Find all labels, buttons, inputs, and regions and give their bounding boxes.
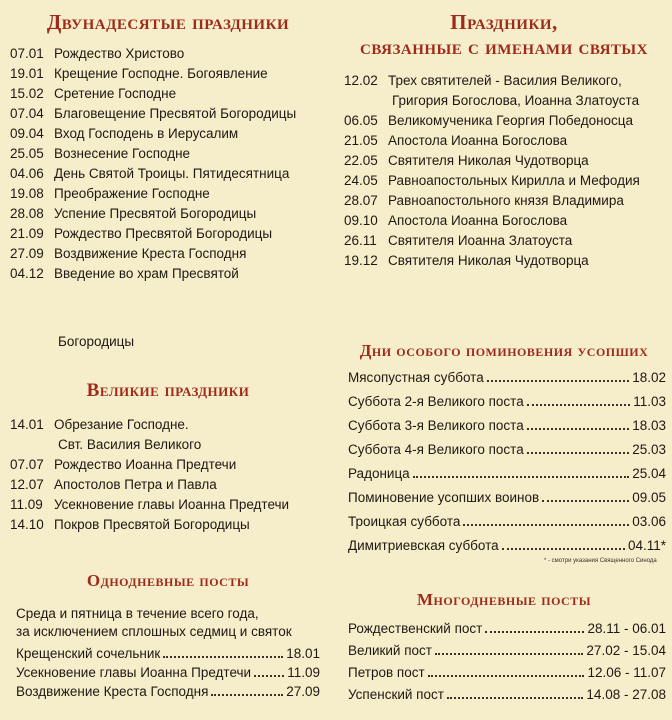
oneday-line2: за исключением сплошных седмиц и святок (16, 624, 292, 639)
dotted-row (348, 618, 666, 640)
saints-list (336, 71, 672, 271)
item-name: Апостола Иоанна Богослова (388, 213, 568, 228)
list-item (344, 171, 672, 191)
dot-leader (447, 685, 583, 699)
list-item (344, 111, 672, 131)
dotted-row (16, 663, 320, 682)
dot-leader (413, 464, 630, 478)
dotted-row (348, 462, 666, 486)
saints-title-line2: связанные с именами святых (360, 35, 648, 59)
dot-leader (527, 392, 630, 406)
continuation-text: Свт. Василия Великого (58, 437, 202, 452)
item-name: Трех святителей - Василия Великого, (388, 73, 622, 88)
multiday-fasts-list (348, 618, 666, 706)
item-name: Святителя Иоанна Златоуста (388, 233, 573, 248)
row-value: 27.09 (286, 684, 320, 699)
list-item (10, 184, 346, 204)
saints-title-line1: Праздники, (450, 10, 558, 34)
dot-leader (542, 488, 629, 502)
item-date: 07.01 (10, 46, 44, 61)
row-label: Петров пост (348, 665, 425, 680)
item-name: Рождество Пресвятой Богородицы (54, 226, 273, 241)
list-item (10, 495, 346, 515)
item-name: Равноапостольных Кирилла и Мефодия (388, 173, 640, 188)
dot-leader (463, 512, 629, 526)
item-name: Святителя Николая Чудотворца (388, 253, 589, 268)
dot-leader (428, 663, 585, 677)
oneday-line1: Среда и пятница в течение всего года, (16, 606, 259, 621)
row-value: 09.05 (632, 490, 666, 505)
row-value: 18.03 (632, 418, 666, 433)
dot-leader (502, 536, 625, 550)
dotted-row (348, 662, 666, 684)
list-item (10, 475, 346, 495)
item-date: 26.11 (344, 233, 377, 248)
list-item (10, 44, 346, 64)
item-name: Введение во храм Пресвятой (54, 266, 239, 281)
memorial-title: Дни особого поминовения усопших (359, 341, 649, 360)
oneday-fasts-list (16, 644, 320, 701)
list-item (344, 71, 672, 91)
dot-leader (254, 663, 284, 677)
dotted-row (348, 438, 666, 462)
row-label: Усекновение главы Иоанна Предтечи (16, 665, 252, 680)
row-value: 14.08 - 27.08 (586, 687, 666, 702)
row-label: Суббота 4-я Великого поста (348, 442, 524, 457)
list-item (10, 515, 346, 535)
list-item (344, 151, 672, 171)
dotted-row (348, 390, 666, 414)
row-label: Суббота 2-я Великого поста (348, 394, 524, 409)
dot-leader (435, 641, 583, 655)
item-name: Покров Пресвятой Богородицы (54, 517, 250, 532)
list-item (10, 84, 346, 104)
item-date: 09.04 (10, 126, 44, 141)
row-value: 27.02 - 15.04 (586, 643, 666, 658)
item-date: 21.09 (10, 226, 44, 241)
row-value: 04.11* (627, 538, 666, 553)
oneday-description (16, 605, 292, 641)
list-item (10, 455, 346, 475)
great-feasts-title: Великие праздники (86, 380, 250, 401)
row-value: 25.04 (632, 466, 666, 481)
multiday-fasts-title: Многодневные посты (416, 590, 592, 609)
list-item (344, 231, 672, 251)
item-date: 06.05 (344, 113, 378, 128)
list-item-continuation (344, 91, 672, 111)
dot-leader (163, 644, 283, 658)
item-date: 07.07 (10, 457, 44, 472)
list-item (10, 124, 346, 144)
item-name: Усекновение главы Иоанна Предтечи (54, 497, 290, 512)
list-item (10, 164, 346, 184)
list-item (10, 244, 346, 264)
item-date: 04.06 (10, 166, 44, 181)
item-date: 22.05 (344, 153, 378, 168)
item-name: Рождество Иоанна Предтечи (54, 457, 237, 472)
list-item (344, 191, 672, 211)
row-value: 18.02 (632, 370, 666, 385)
list-item (10, 264, 346, 284)
row-value: 11.03 (633, 394, 666, 409)
item-date: 19.12 (344, 253, 378, 268)
item-date: 15.02 (10, 86, 44, 101)
list-item (344, 211, 672, 231)
list-item (10, 204, 346, 224)
continuation-text: Богородицы (58, 334, 135, 349)
item-date: 24.05 (344, 173, 378, 188)
row-label: Троицкая суббота (348, 514, 461, 529)
great-feasts-list (0, 415, 346, 535)
item-date: 19.01 (10, 66, 44, 81)
dot-leader (527, 416, 629, 430)
memorial-footnote: * - смотри указания Священного Синода (544, 558, 657, 564)
list-item (10, 144, 346, 164)
dotted-row (16, 644, 320, 663)
list-item (10, 64, 346, 84)
item-name: Сретение Господне (54, 86, 177, 101)
item-name: Великомученика Георгия Победоносца (388, 113, 634, 128)
continuation-text: Григория Богослова, Иоанна Златоуста (392, 93, 640, 108)
item-name: Святителя Николая Чудотворца (388, 153, 589, 168)
item-name: Преображение Господне (54, 186, 210, 201)
item-date: 12.02 (344, 73, 378, 88)
item-date: 12.07 (10, 477, 44, 492)
row-label: Суббота 3-я Великого поста (348, 418, 524, 433)
item-date: 27.09 (10, 246, 44, 261)
item-name: Рождество Христово (54, 46, 185, 61)
oneday-fasts-title: Однодневные посты (86, 571, 250, 590)
item-date: 09.10 (344, 213, 378, 228)
item-name: Равноапостольного князя Владимира (388, 193, 624, 208)
item-date: 28.07 (344, 193, 378, 208)
dotted-row (348, 684, 666, 706)
item-date: 14.10 (10, 517, 44, 532)
list-item (344, 131, 672, 151)
row-label: Рождественский пост (348, 621, 483, 636)
item-name: Апостола Иоанна Богослова (388, 133, 568, 148)
dot-leader (487, 368, 630, 382)
twelve-feasts-title: Двунадесятые праздники (46, 10, 290, 34)
item-date: 19.08 (10, 186, 44, 201)
row-value: 18.01 (286, 646, 320, 661)
item-name: Успение Пресвятой Богородицы (54, 206, 257, 221)
row-value: 28.11 - 06.01 (587, 621, 666, 636)
list-item-continuation (10, 435, 346, 455)
row-label: Крещенский сочельник (16, 646, 161, 661)
dotted-row (348, 366, 666, 390)
row-value: 25.03 (632, 442, 666, 457)
dot-leader (485, 619, 584, 633)
list-item (10, 224, 346, 244)
item-name: Вознесение Господне (54, 146, 191, 161)
item-date: 14.01 (10, 417, 44, 432)
list-item (10, 415, 346, 435)
item-name: Вход Господень в Иерусалим (54, 126, 239, 141)
row-value: 12.06 - 11.07 (587, 665, 666, 680)
dotted-row (348, 534, 666, 558)
dotted-row (348, 486, 666, 510)
row-label: Димитриевская суббота (348, 538, 499, 553)
row-value: 11.09 (287, 665, 320, 680)
row-value: 03.06 (632, 514, 666, 529)
row-label: Мясопустная суббота (348, 370, 484, 385)
dot-leader (527, 440, 629, 454)
dotted-row (348, 510, 666, 534)
dotted-row (348, 414, 666, 438)
list-item (10, 104, 346, 124)
item-date: 07.04 (10, 106, 44, 121)
item-name: Обрезание Господне. (54, 417, 189, 432)
memorial-list (348, 366, 666, 558)
twelve-feasts-continuation (10, 332, 134, 352)
twelve-feasts-list (0, 44, 346, 284)
item-date: 25.05 (10, 146, 44, 161)
item-date: 11.09 (10, 497, 43, 512)
dot-leader (211, 682, 283, 696)
row-label: Великий пост (348, 643, 432, 658)
item-name: Благовещение Пресвятой Богородицы (54, 106, 297, 121)
row-label: Успенский пост (348, 687, 444, 702)
item-date: 28.08 (10, 206, 44, 221)
item-date: 04.12 (10, 266, 44, 281)
right-column (336, 0, 672, 720)
row-label: Поминовение усопших воинов (348, 490, 540, 505)
item-name: День Святой Троицы. Пятидесятница (54, 166, 290, 181)
item-name: Крещение Господне. Богоявление (54, 66, 268, 81)
list-item (344, 251, 672, 271)
row-label: Воздвижение Креста Господня (16, 684, 209, 699)
dotted-row (16, 682, 320, 701)
item-name: Апостолов Петра и Павла (54, 477, 217, 492)
item-name: Воздвижение Креста Господня (54, 246, 247, 261)
row-label: Радоница (348, 466, 410, 481)
dotted-row (348, 640, 666, 662)
item-date: 21.05 (344, 133, 378, 148)
